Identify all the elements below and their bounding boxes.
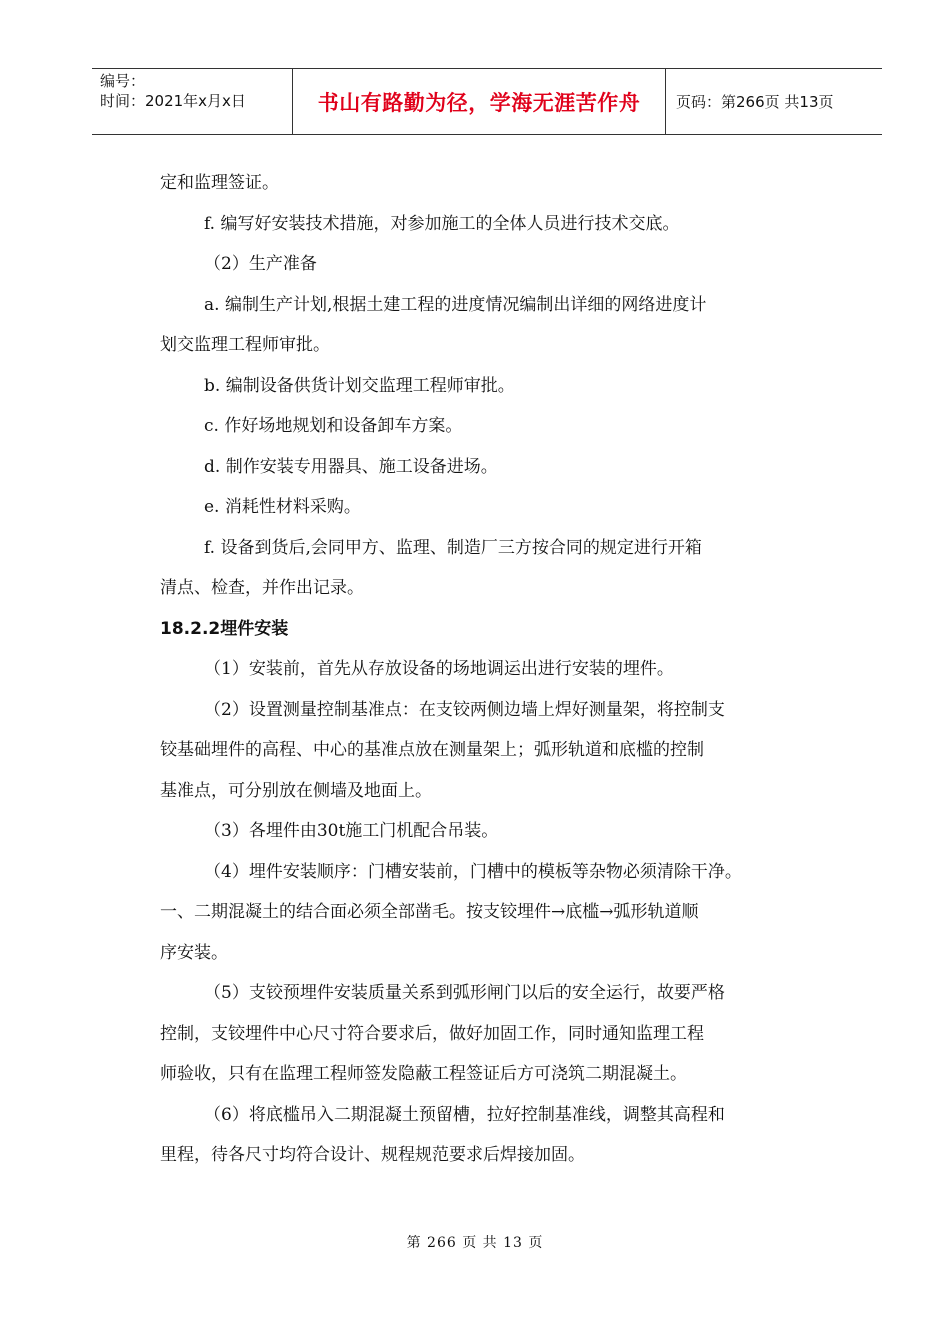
body-line: c. 作好场地规划和设备卸车方案。 — [204, 416, 463, 436]
document-body — [160, 163, 820, 1176]
body-line: 划交监理工程师审批。 — [160, 335, 330, 355]
body-line: e. 消耗性材料采购。 — [204, 497, 361, 517]
section-heading: 18.2.2埋件安装 — [160, 618, 289, 639]
body-line: 控制，支铰埋件中心尺寸符合要求后，做好加固工作，同时通知监理工程 — [160, 1023, 704, 1044]
body-line: （4）埋件安装顺序：门槽安装前，门槽中的模板等杂物必须清除干净。 — [204, 861, 742, 882]
body-line: a. 编制生产计划,根据土建工程的进度情况编制出详细的网络进度计 — [204, 294, 707, 315]
section-subtitle: （2）生产准备 — [204, 254, 317, 274]
body-line: 一、二期混凝土的结合面必须全部凿毛。按支铰埋件→底槛→弧形轨道顺 — [160, 902, 699, 922]
body-line: 师验收，只有在监理工程师签发隐蔽工程签证后方可浇筑二期混凝土。 — [160, 1064, 687, 1084]
body-line: （1）安装前，首先从存放设备的场地调运出进行安装的埋件。 — [204, 659, 674, 679]
body-line: （5）支铰预埋件安装质量关系到弧形闸门以后的安全运行，故要严格 — [204, 983, 725, 1003]
body-line: b. 编制设备供货计划交监理工程师审批。 — [204, 375, 515, 396]
body-line: 铰基础埋件的高程、中心的基准点放在测量架上；弧形轨道和底槛的控制 — [160, 740, 704, 760]
body-line: （6）将底槛吊入二期混凝土预留槽，拉好控制基准线，调整其高程和 — [204, 1104, 725, 1125]
body-line: （2）设置测量控制基准点：在支铰两侧边墙上焊好测量架，将控制支 — [204, 699, 725, 720]
body-line: d. 制作安装专用器具、施工设备进场。 — [204, 456, 498, 477]
body-line: f. 设备到货后,会同甲方、监理、制造厂三方按合同的规定进行开箱 — [204, 537, 702, 558]
body-line: 基准点，可分别放在侧墙及地面上。 — [160, 780, 432, 801]
page-footer: 第 266 页 共 13 页 — [406, 1235, 544, 1251]
body-line: f. 编写好安装技术措施，对参加施工的全体人员进行技术交底。 — [204, 213, 680, 234]
header-page-number: 页码：第266页 共13页 — [676, 93, 834, 111]
header-motto: 书山有路勤为径，学海无涯苦作舟 — [293, 69, 666, 134]
body-line: 定和监理签证。 — [160, 173, 279, 193]
body-line: 清点、检查，并作出记录。 — [160, 578, 364, 598]
document-number-label: 编号： — [100, 72, 146, 90]
body-line: 序安装。 — [160, 942, 228, 963]
body-line: （3）各埋件由30t施工门机配合吊装。 — [204, 821, 499, 841]
body-line: 里程，待各尺寸均符合设计、规程规范要求后焊接加固。 — [160, 1145, 585, 1165]
document-time-label: 时间：2021年x月x日 — [100, 92, 246, 110]
header-meta-cell — [92, 69, 293, 134]
page-header — [92, 68, 882, 135]
